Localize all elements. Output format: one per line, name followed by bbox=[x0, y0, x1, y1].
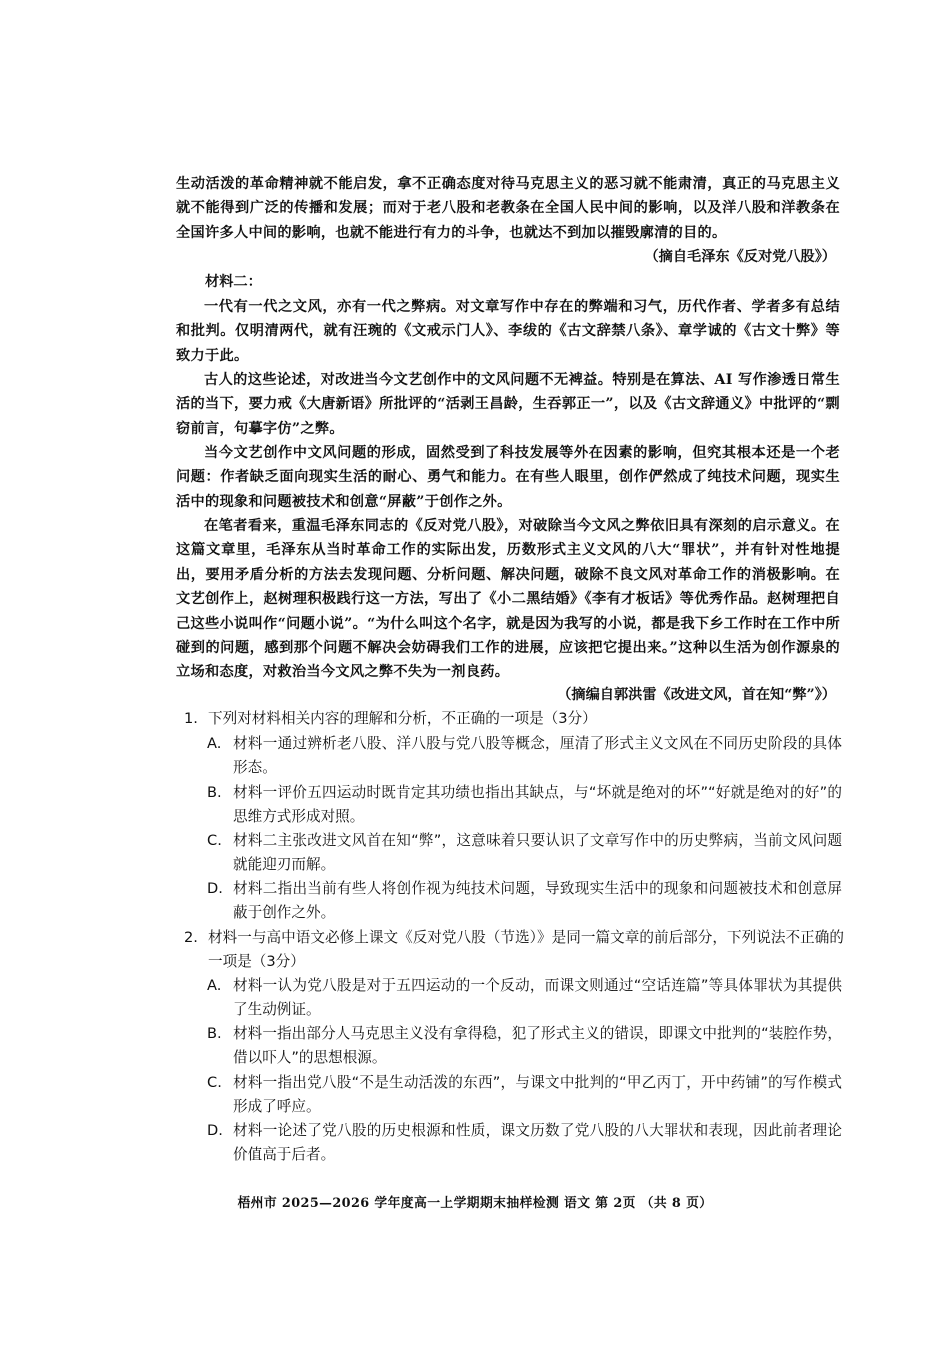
option-text: 材料一通过辨析老八股、洋八股与党八股等概念，厘清了形式主义文风在不同历史阶段的具体形态。 bbox=[233, 735, 842, 777]
question-1-number: 1. bbox=[184, 710, 198, 727]
material1-source: （摘自毛泽东《反对党八股》） bbox=[644, 249, 836, 265]
option-text: 材料一认为党八股是对于五四运动的一个反动，而课文则通过“空话连篇”等具体罪状为其提供了生动例证。 bbox=[233, 977, 842, 1019]
material2-paragraph-3: 当今文艺创作中文风问题的形成，固然受到了科技发展等外在因素的影响，但究其根本还是一个老问题：作者缺乏面向现实生活的耐心、勇气和能力。在有些人眼里，创作俨然成了纯技术问题，现实生活中的现象和问题被技术和创意“屏蔽”于创作之外。 bbox=[176, 445, 840, 510]
option-text: 材料二主张改进文风首在知“弊”，这意味着只要认识了文章写作中的历史弊病，当前文风问题就能迎刃而解。 bbox=[233, 832, 842, 874]
question-2-option-b bbox=[207, 1022, 842, 1071]
question-2-option-d bbox=[207, 1119, 842, 1168]
question-1-option-c bbox=[207, 829, 842, 878]
option-letter: B. bbox=[207, 1025, 222, 1042]
material2-source: （摘编自郭洪雷《改进文风，首在知“弊”》） bbox=[557, 687, 836, 703]
option-letter: C. bbox=[207, 832, 222, 849]
material2-heading: 材料二： bbox=[205, 274, 262, 290]
option-letter: B. bbox=[207, 784, 222, 801]
question-1-option-d bbox=[207, 877, 842, 926]
page-footer: 梧州市 2025—2026 学年度高一上学期期末抽样检测 语文 第 2页 （共 8 页） bbox=[237, 1196, 713, 1211]
question-1-stem bbox=[184, 707, 844, 731]
question-2-text: 材料一与高中语文必修上课文《反对党八股（节选）》是同一篇文章的前后部分，下列说法不正确的一项是（3分） bbox=[208, 929, 844, 971]
question-2-number: 2. bbox=[184, 929, 198, 946]
material2-paragraph-1: 一代有一代之文风，亦有一代之弊病。对文章写作中存在的弊端和习气，历代作者、学者多有总结和批判。仅明清两代，就有汪琬的《文戒示门人》、李绂的《古文辞禁八条》、章学诚的《古文十弊》等致力于此。 bbox=[176, 299, 840, 364]
material2-paragraph-2: 古人的这些论述，对改进当今文艺创作中的文风问题不无裨益。特别是在算法、AI 写作渗透日常生活的当下，要力戒《大唐新语》所批评的“活剥王昌龄，生吞郭正一”，以及《古文辞通义》中批评的“剽窃前言，句摹字仿”之弊。 bbox=[176, 372, 840, 437]
material2-paragraph-4: 在笔者看来，重温毛泽东同志的《反对党八股》，对破除当今文风之弊依旧具有深刻的启示意义。在这篇文章里，毛泽东从当时革命工作的实际出发，历数形式主义文风的八大“罪状”，并有针对性地提出，要用矛盾分析的方法去发现问题、分析问题、解决问题，破除不良文风对革命工作的消极影响。在文艺创作上，赵树理积极践行这一方法，写出了《小二黑结婚》《李有才板话》等优秀作品。赵树理把自己这些小说叫作“问题小说”。“为什么叫这个名字，就是因为我写的小说，都是我下乡工作时在工作中所碰到的问题，感到那个问题不解决会妨碍我们工作的进展，应该把它提出来。”这种以生活为创作源泉的立场和态度，对救治当今文风之弊不失为一剂良药。 bbox=[176, 518, 840, 681]
option-text: 材料一论述了党八股的历史根源和性质，课文历数了党八股的八大罪状和表现，因此前者理论价值高于后者。 bbox=[233, 1122, 842, 1164]
option-text: 材料一评价五四运动时既肯定其功绩也指出其缺点，与“坏就是绝对的坏”“好就是绝对的好”的思维方式形成对照。 bbox=[233, 784, 842, 826]
option-text: 材料二指出当前有些人将创作视为纯技术问题，导致现实生活中的现象和问题被技术和创意屏蔽于创作之外。 bbox=[233, 880, 842, 922]
material1-tail-paragraph: 生动活泼的革命精神就不能启发，拿不正确态度对待马克思主义的恶习就不能肃清，真正的马克思主义就不能得到广泛的传播和发展；而对于老八股和老教条在全国人民中间的影响，以及洋八股和洋教条在全国许多人中间的影响，也就不能进行有力的斗争，也就达不到加以摧毁廓清的目的。 bbox=[176, 176, 840, 241]
option-letter: C. bbox=[207, 1074, 222, 1091]
question-2-option-a bbox=[207, 974, 842, 1023]
option-text: 材料一指出部分人马克思主义没有拿得稳，犯了形式主义的错误，即课文中批判的“装腔作势，借以吓人”的思想根源。 bbox=[233, 1025, 842, 1067]
option-letter: D. bbox=[207, 880, 223, 897]
option-letter: A. bbox=[207, 977, 222, 994]
question-1-text: 下列对材料相关内容的理解和分析，不正确的一项是（3分） bbox=[208, 710, 597, 727]
option-letter: D. bbox=[207, 1122, 223, 1139]
question-2-option-c bbox=[207, 1071, 842, 1120]
option-text: 材料一指出党八股“不是生动活泼的东西”，与课文中批判的“甲乙丙丁，开中药铺”的写作模式形成了呼应。 bbox=[233, 1074, 842, 1116]
question-2-stem bbox=[184, 926, 844, 975]
question-1-option-b bbox=[207, 781, 842, 830]
question-1-option-a bbox=[207, 732, 842, 781]
option-letter: A. bbox=[207, 735, 222, 752]
